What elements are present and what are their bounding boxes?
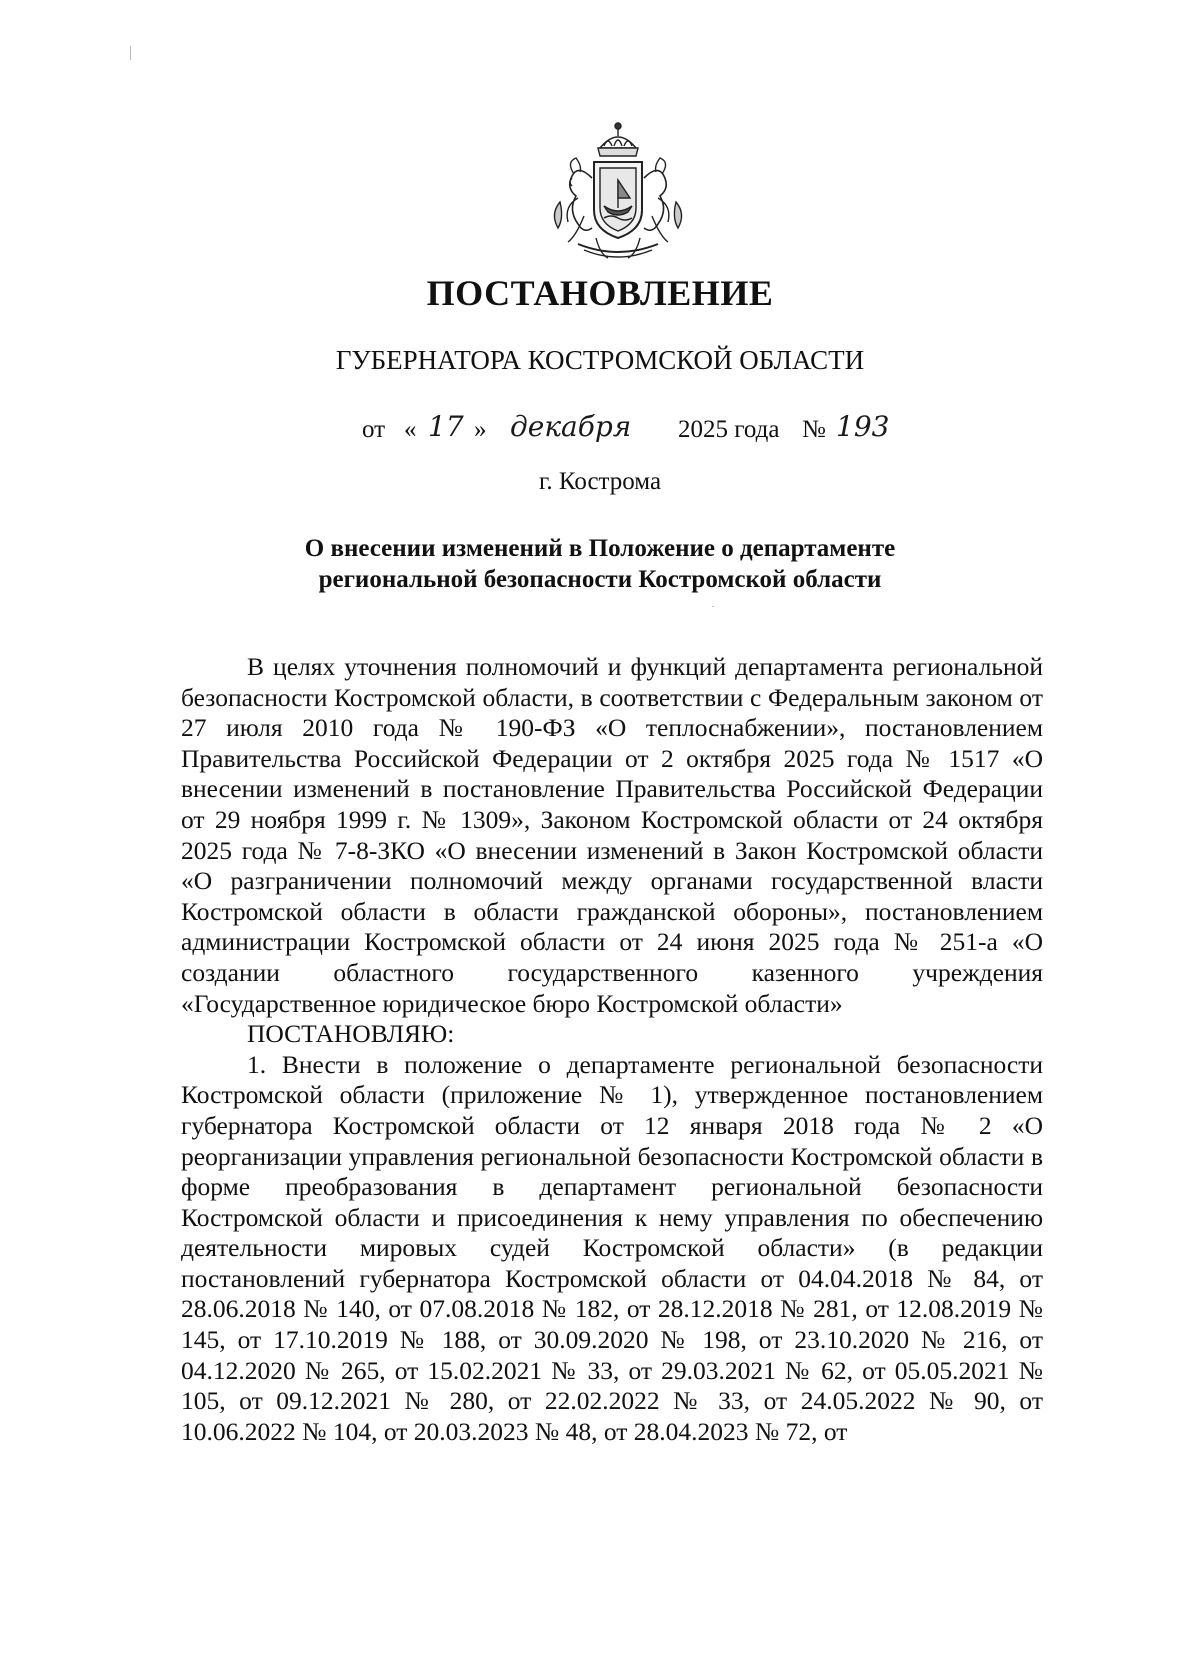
quote-open: «: [404, 416, 417, 443]
item-1-paragraph: 1. Внести в положение о департаменте региональной безопасности Костромской области (приложение № 1), утвержденное постановлением губернатора Костромской области от 12 января 2018 года № 2 «О реорганизации управления региональной безопасности Костромской области в форме преобразования в департамент региональной безопасности Костромской области и присоединения к нему управления по обеспечению деятельности мировых судей Костромской области» (в редакции постановлений губернатора Костромской области от 04.04.2018 № 84, от 28.06.2018 № 140, от 07.08.2018 № 182, от 28.12.2018 № 281, от 12.08.2019 № 145, от 17.10.2019 № 188, от 30.09.2020 № 198, от 23.10.2020 № 216, от 04.12.2020 № 265, от 15.02.2021 № 33, от 29.03.2021 № 62, от 05.05.2021 № 105, от 09.12.2021 № 280, от 22.02.2022 № 33, от 24.05.2022 № 90, от 10.06.2022 № 104, от 20.03.2023 № 48, от 28.04.2023 № 72, от: [181, 1049, 1043, 1446]
subject-line-2: региональной безопасности Костромской области: [318, 566, 882, 593]
scan-artifact: [712, 606, 714, 607]
date-prefix: от: [362, 416, 386, 443]
date-year: 2025 года: [678, 416, 780, 443]
date-number-line: [362, 410, 962, 454]
preamble-paragraph: В целях уточнения полномочий и функций департамента региональной безопасности Костромской области, в соответствии с Федеральным законом от 27 июля 2010 года № 190-ФЗ «О теплоснабжении», постановлением Правительства Российской Федерации от 2 октября 2025 года № 1517 «О внесении изменений в постановление Правительства Российской Федерации от 29 ноября 1999 г. № 1309», Законом Костромской области от 24 октября 2025 года № 7-8-ЗКО «О внесении изменений в Закон Костромской области «О разграничении полномочий между органами государственной власти Костромской области в области гражданской обороны», постановлением администрации Костромской области от 24 июня 2025 года № 251-а «О создании областного государственного казенного учреждения «Государственное юридическое бюро Костромской области»: [181, 652, 1043, 1018]
document-type-heading: ПОСТАНОВЛЕНИЕ: [426, 273, 774, 313]
issuer-heading: ГУБЕРНАТОРА КОСТРОМСКОЙ ОБЛАСТИ: [335, 345, 865, 375]
handwritten-day: 17: [428, 410, 464, 443]
document-subject: [0, 533, 1200, 595]
handwritten-number: 193: [836, 410, 890, 443]
coat-of-arms-emblem: [538, 118, 698, 268]
city-name: г. Кострома: [538, 468, 662, 495]
handwritten-month: декабря: [510, 410, 632, 443]
scan-artifact: [130, 46, 131, 60]
subject-line-1: О внесении изменений в Положение о департаменте: [304, 535, 896, 562]
number-sign: №: [802, 416, 826, 443]
decree-word: ПОСТАНОВЛЯЮ:: [247, 1019, 455, 1049]
quote-close: »: [474, 416, 487, 443]
document-body: [181, 652, 1043, 1447]
